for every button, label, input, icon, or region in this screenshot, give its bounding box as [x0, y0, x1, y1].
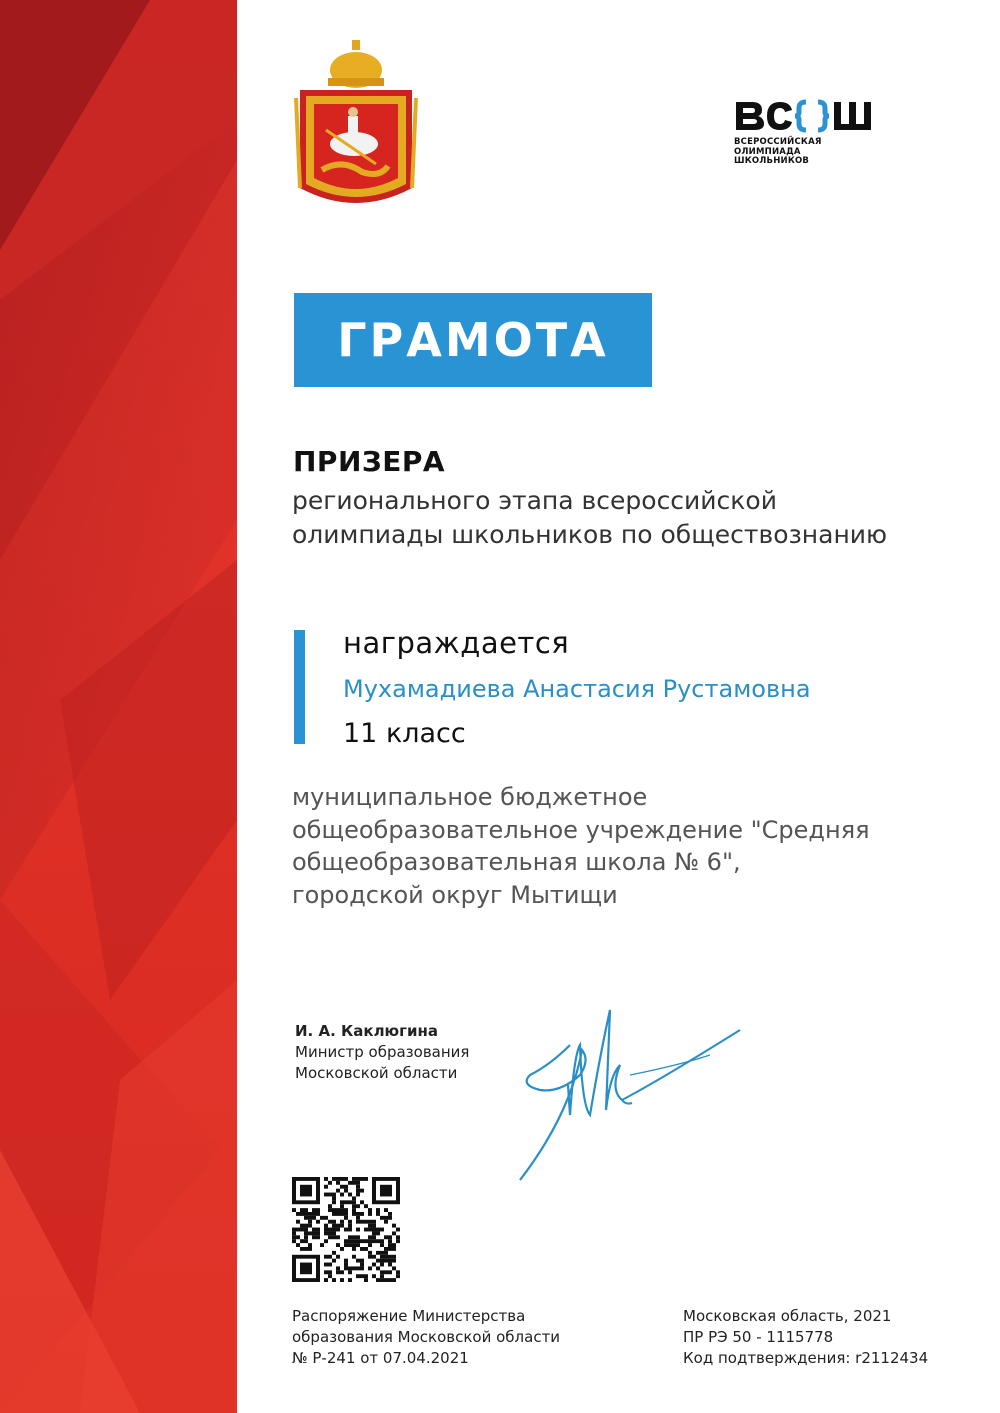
signer-position-line: Московской области — [295, 1064, 458, 1082]
vsosh-logo-icon — [734, 98, 894, 134]
olympiad-stage — [292, 484, 887, 552]
meta-line: Московская область, 2021 — [683, 1307, 892, 1325]
qr-code-icon — [292, 1177, 400, 1282]
stage-line: олимпиады школьников по обществознанию — [292, 520, 888, 549]
signer-block — [295, 1021, 469, 1084]
award-status: ПРИЗЕРА — [293, 445, 446, 478]
coat-of-arms — [292, 38, 420, 214]
awarded-label: награждается — [343, 626, 570, 660]
vsosh-logo — [734, 98, 894, 170]
red-geometric-pattern — [0, 0, 237, 1413]
recipient-grade: 11 класс — [343, 718, 466, 749]
order-line: Распоряжение Министерства — [292, 1307, 526, 1325]
title-banner — [294, 293, 652, 387]
recipient-name: Мухамадиева Анастасия Рустамовна — [343, 675, 811, 703]
accent-bar — [294, 630, 305, 744]
decorative-side-band — [0, 0, 237, 1413]
school-line: муниципальное бюджетное — [292, 783, 648, 811]
school-line: городской округ Мытищи — [292, 880, 618, 909]
school-line: общеобразовательная школа № 6", — [292, 848, 741, 876]
vsosh-subtitle — [734, 138, 822, 167]
order-reference — [292, 1306, 560, 1369]
signer-position-line: Министр образования — [295, 1043, 470, 1061]
certificate-meta — [683, 1306, 928, 1369]
order-line: образования Московской области — [292, 1328, 561, 1346]
signature — [510, 1005, 750, 1185]
signature-icon — [510, 1005, 750, 1185]
vsosh-subtitle-line: ОЛИМПИАДА — [734, 146, 801, 157]
school-name — [292, 781, 870, 911]
meta-line: ПР РЭ 50 - 1115778 — [683, 1328, 834, 1346]
moscow-oblast-coat-of-arms-icon — [292, 38, 420, 214]
vsosh-subtitle-line: ШКОЛЬНИКОВ — [734, 156, 810, 166]
school-line: общеобразовательное учреждение "Средняя — [292, 815, 870, 844]
stage-line: регионального этапа всероссийской — [292, 486, 777, 515]
signer-name: И. А. Каклюгина — [295, 1022, 438, 1040]
qr-code — [292, 1177, 400, 1282]
confirmation-code: Код подтверждения: r2112434 — [683, 1349, 929, 1367]
order-line: № Р-241 от 07.04.2021 — [292, 1349, 469, 1367]
vsosh-subtitle-line: ВСЕРОССИЙСКАЯ — [734, 137, 822, 147]
certificate-title: ГРАМОТА — [337, 313, 609, 367]
